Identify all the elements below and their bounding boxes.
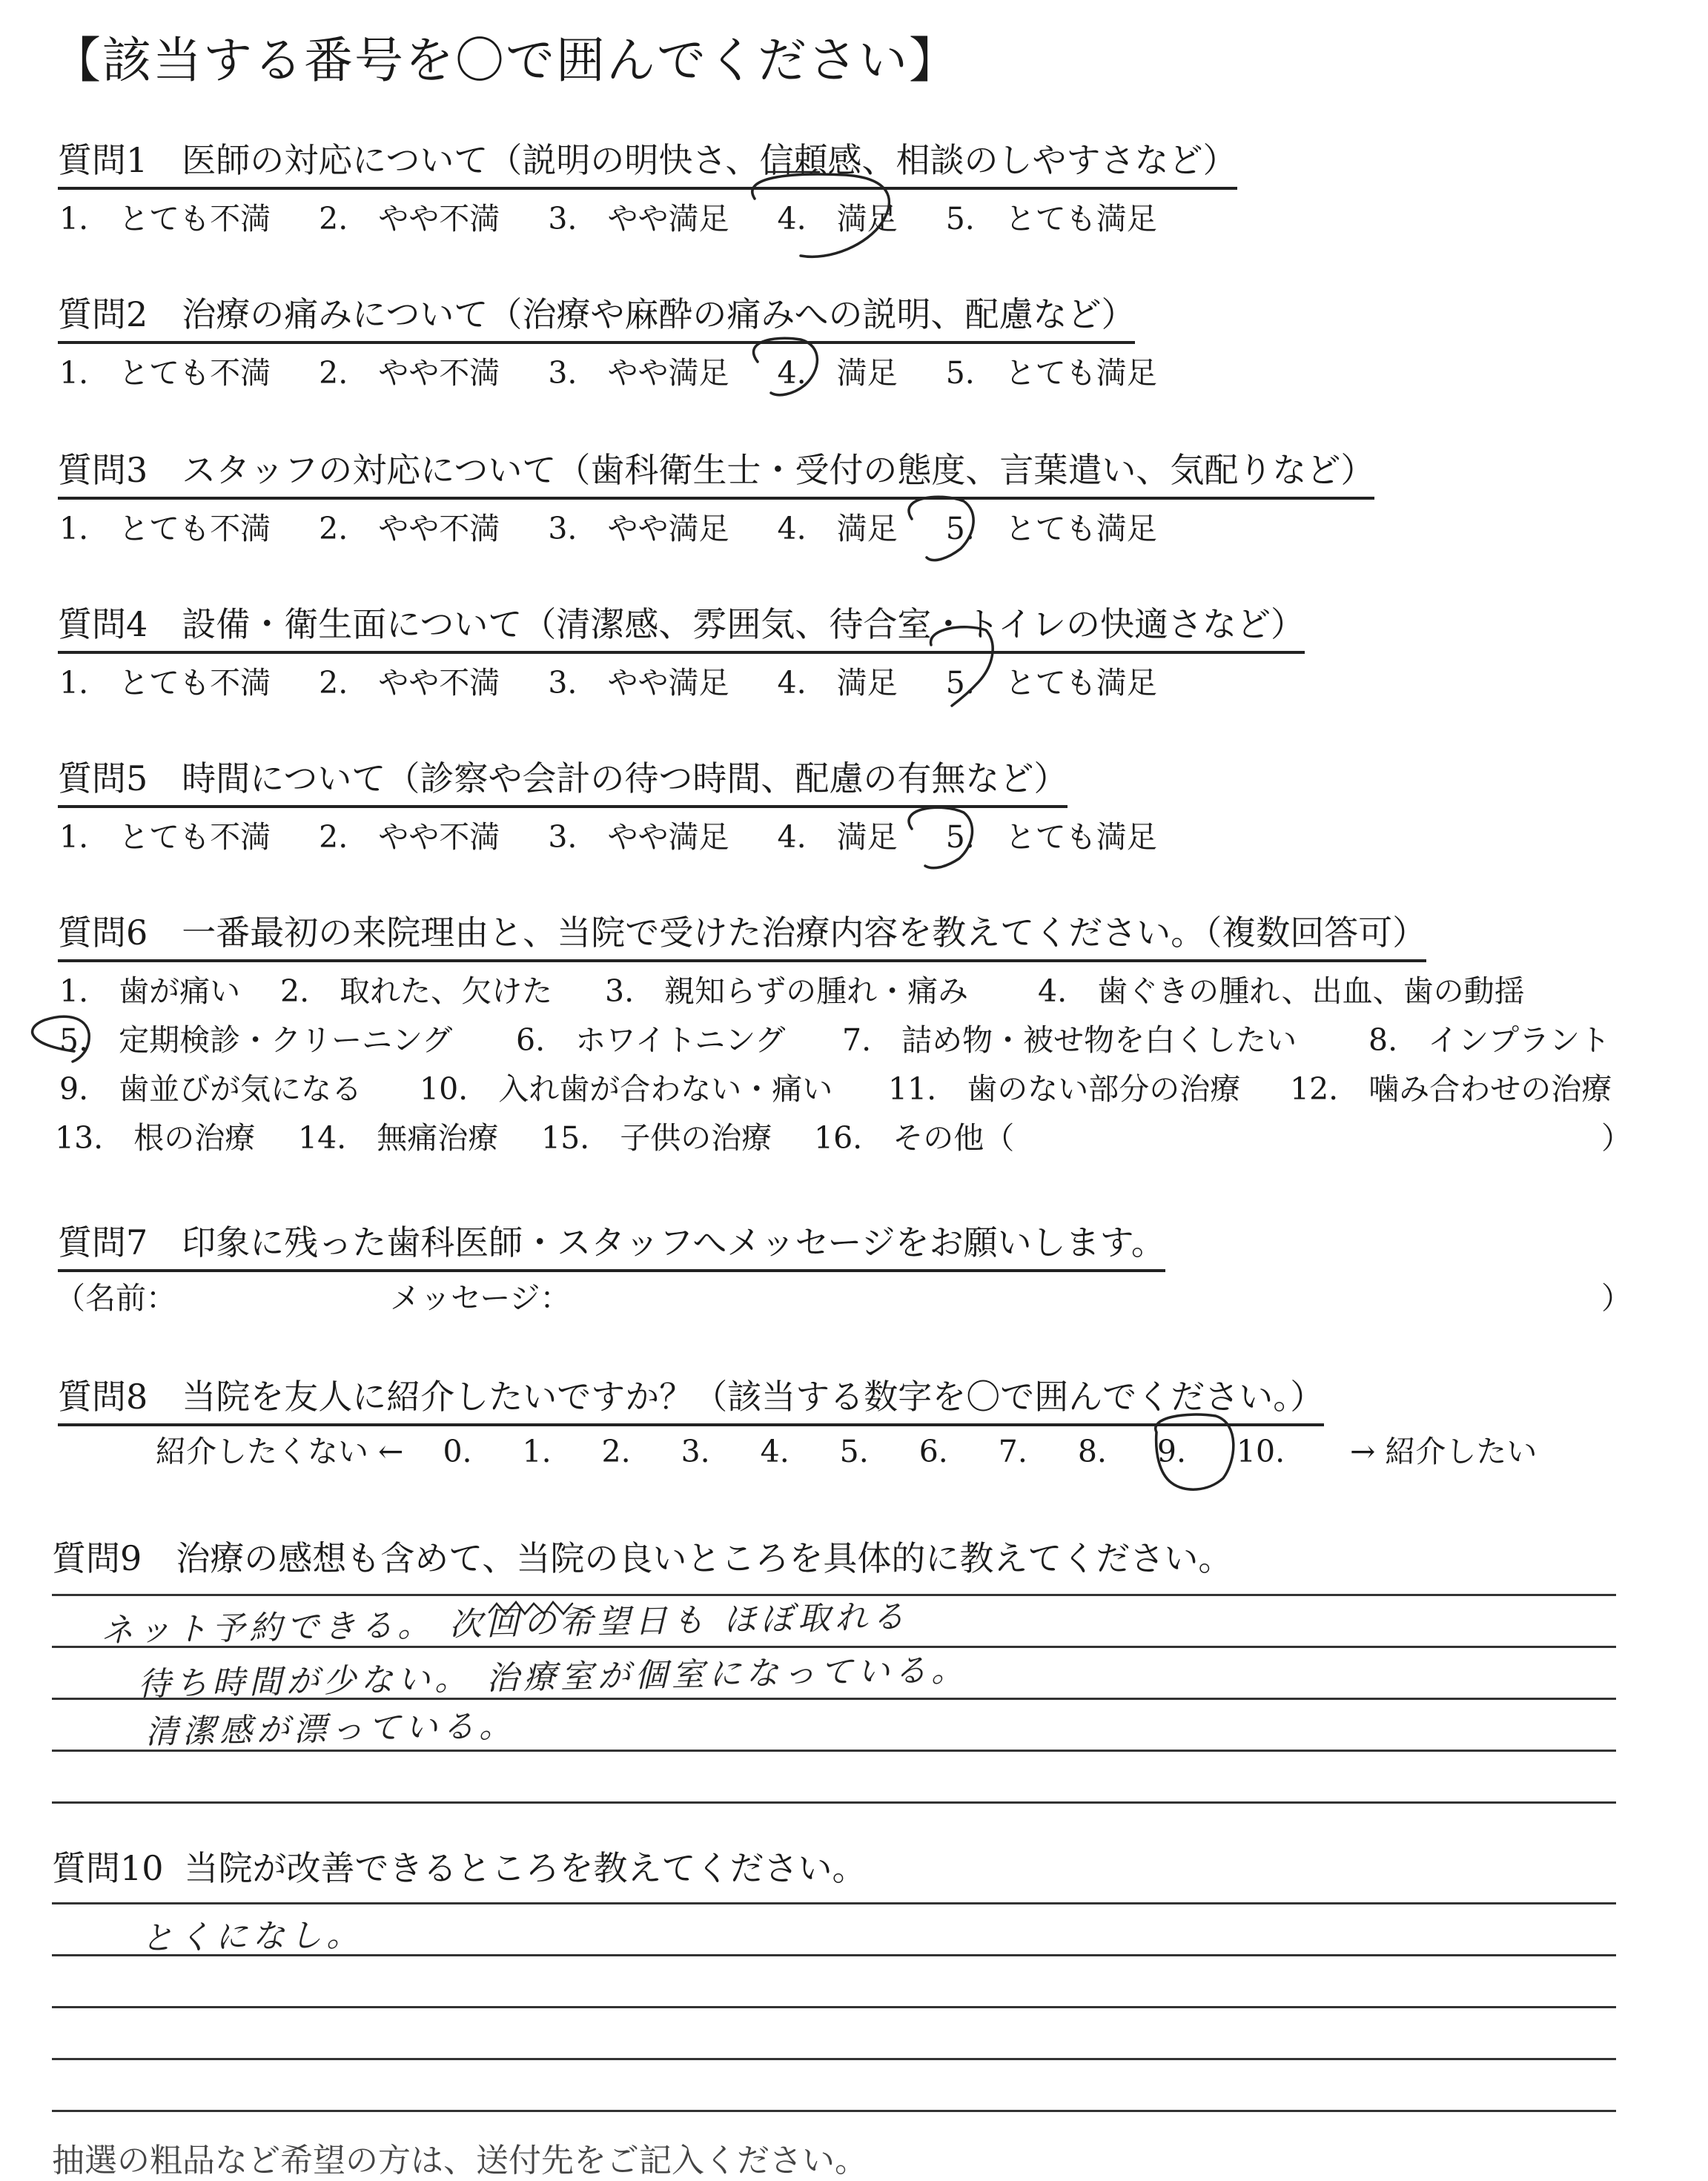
q5-option-4[interactable]: 4. 満足	[777, 819, 898, 855]
question-2-text: 治療の痛みについて（治療や麻酔の痛みへの説明、配慮など）	[182, 294, 1136, 334]
q5-option-3[interactable]: 3. やや満足	[548, 819, 729, 855]
q1-option-1[interactable]: 1. とても不満	[59, 201, 271, 236]
q3-option-2[interactable]: 2. やや不満	[319, 511, 500, 546]
q3-option-1[interactable]: 1. とても不満	[59, 511, 271, 546]
q8-number-1[interactable]: 1.	[522, 1434, 552, 1469]
question-9-label: 質問9	[52, 1538, 142, 1578]
q10-answer-line-4[interactable]	[52, 2058, 1616, 2060]
question-3-options	[59, 504, 1196, 548]
page-title: 【該当する番号を〇で囲んでください】	[52, 32, 959, 89]
q4-option-1[interactable]: 1. とても不満	[59, 665, 271, 701]
question-1-options	[59, 194, 1196, 238]
question-10-heading	[52, 1841, 867, 1890]
question-6-text: 一番最初の来院理由と、当院で受けた治療内容を教えてください。（複数回答可）	[182, 913, 1427, 953]
question-3-label: 質問3	[58, 450, 148, 490]
q4-option-5[interactable]: 5. とても満足	[945, 665, 1157, 701]
q5-option-2[interactable]: 2. やや不満	[319, 819, 500, 855]
q8-number-2[interactable]: 2.	[601, 1434, 631, 1469]
q6-option-5[interactable]: 5. 定期検診・クリーニング	[59, 1022, 453, 1058]
question-3-heading	[58, 443, 1374, 500]
question-8-heading	[58, 1370, 1324, 1426]
q6-option-8[interactable]: 8. インプラント	[1368, 1022, 1611, 1058]
question-4-heading	[58, 598, 1305, 654]
q6-option-7[interactable]: 7. 詰め物・被せ物を白くしたい	[842, 1022, 1297, 1058]
q8-number-10[interactable]: 10.	[1236, 1434, 1285, 1469]
q7-name-label: （名前：	[55, 1280, 176, 1316]
question-7-label: 質問7	[58, 1222, 148, 1262]
q6-option-11[interactable]: 11. 歯のない部分の治療	[888, 1071, 1241, 1107]
q4-option-3[interactable]: 3. やや満足	[548, 665, 729, 701]
q8-number-3[interactable]: 3.	[681, 1434, 710, 1469]
q6-option-6[interactable]: 6. ホワイトニング	[516, 1022, 786, 1058]
q10-answer-line-5[interactable]	[52, 2110, 1616, 2112]
q2-option-2[interactable]: 2. やや不満	[319, 355, 500, 391]
q8-number-6[interactable]: 6.	[918, 1434, 948, 1469]
q6-option-9[interactable]: 9. 歯並びが気になる	[59, 1071, 363, 1107]
q8-right-label: → 紹介したい	[1349, 1434, 1537, 1469]
q8-number-9[interactable]: 9.	[1156, 1434, 1186, 1469]
question-5-options	[59, 813, 1196, 856]
question-4-text: 設備・衛生面について（清潔感、雰囲気、待合室・トイレの快適さなど）	[182, 604, 1305, 644]
q6-option-16[interactable]: 16. その他（	[814, 1120, 1015, 1156]
q6-option-16-close: ）	[1601, 1120, 1632, 1156]
q2-option-1[interactable]: 1. とても不満	[59, 355, 271, 391]
question-2-label: 質問2	[58, 294, 148, 334]
q9-answer-line-5[interactable]	[52, 1801, 1616, 1804]
q6-option-13[interactable]: 13. 根の治療	[55, 1120, 256, 1156]
q8-number-8[interactable]: 8.	[1077, 1434, 1107, 1469]
question-9-heading	[52, 1532, 1232, 1581]
question-2-options	[59, 348, 1196, 392]
footer-note: 抽選の粗品など希望の方は、送付先をご記入ください。	[52, 2142, 867, 2180]
q7-close: ）	[1601, 1280, 1632, 1316]
q8-number-5[interactable]: 5.	[839, 1434, 869, 1469]
q8-left-label: 紹介したくない ←	[156, 1434, 404, 1469]
q6-option-15[interactable]: 15. 子供の治療	[541, 1120, 772, 1156]
q6-option-2[interactable]: 2. 取れた、欠けた	[280, 973, 553, 1009]
q3-option-4[interactable]: 4. 満足	[777, 511, 898, 546]
q7-message-label: メッセージ：	[390, 1280, 571, 1316]
q5-option-5[interactable]: 5. とても満足	[945, 819, 1157, 855]
question-8-label: 質問8	[58, 1377, 148, 1417]
question-2-heading	[58, 288, 1135, 344]
q6-option-1[interactable]: 1. 歯が痛い	[59, 973, 241, 1009]
q9-handwriting-3: 清潔感が漂っている。	[145, 1707, 517, 1752]
q10-answer-line-1[interactable]	[52, 1902, 1616, 1904]
q6-option-4[interactable]: 4. 歯ぐきの腫れ、出血、歯の動揺	[1038, 973, 1525, 1009]
q1-option-3[interactable]: 3. やや満足	[548, 201, 729, 236]
q1-option-2[interactable]: 2. やや不満	[319, 201, 500, 236]
question-6-heading	[58, 906, 1426, 962]
q4-option-4[interactable]: 4. 満足	[777, 665, 898, 701]
q2-option-5[interactable]: 5. とても満足	[945, 355, 1157, 391]
q9-handwriting-1: ネット予約できる。 次回の希望日も ほぼ取れる	[100, 1598, 910, 1650]
question-10-text: 当院が改善できるところを教えてください。	[184, 1848, 867, 1888]
question-9-text: 治療の感想も含めて、当院の良いところを具体的に教えてください。	[176, 1538, 1233, 1578]
question-4-label: 質問4	[58, 604, 148, 644]
q2-option-4[interactable]: 4. 満足	[777, 355, 898, 391]
question-1-text: 医師の対応について（説明の明快さ、信頼感、相談のしやすさなど）	[182, 140, 1237, 180]
q6-option-12[interactable]: 12. 噛み合わせの治療	[1290, 1071, 1612, 1107]
q4-option-2[interactable]: 2. やや不満	[319, 665, 500, 701]
question-4-options	[59, 658, 1196, 702]
q8-number-0[interactable]: 0.	[443, 1434, 472, 1469]
question-5-text: 時間について（診察や会計の待つ時間、配慮の有無など）	[182, 758, 1068, 798]
q8-scale	[156, 1427, 1537, 1471]
question-6-label: 質問6	[58, 913, 148, 953]
q10-answer-line-3[interactable]	[52, 2006, 1616, 2008]
q3-option-5[interactable]: 5. とても満足	[945, 511, 1157, 546]
question-3-text: スタッフの対応について（歯科衛生士・受付の態度、言葉遣い、気配りなど）	[182, 450, 1375, 490]
question-1-label: 質問1	[58, 140, 148, 180]
question-5-heading	[58, 752, 1068, 808]
question-10-label: 質問10	[52, 1848, 164, 1888]
q6-option-14[interactable]: 14. 無痛治療	[298, 1120, 499, 1156]
question-5-label: 質問5	[58, 758, 148, 798]
question-7-text: 印象に残った歯科医師・スタッフへメッセージをお願いします。	[182, 1222, 1165, 1262]
q10-handwriting-1: とくになし。	[140, 1916, 364, 1958]
q3-option-3[interactable]: 3. やや満足	[548, 511, 729, 546]
q9-handwriting-2: 待ち時間が少ない。 治療室が個室になっている。	[137, 1651, 969, 1704]
q2-option-3[interactable]: 3. やや満足	[548, 355, 729, 391]
q8-number-7[interactable]: 7.	[998, 1434, 1027, 1469]
q6-option-3[interactable]: 3. 親知らずの腫れ・痛み	[605, 973, 969, 1009]
q5-option-1[interactable]: 1. とても不満	[59, 819, 271, 855]
question-8-text: 当院を友人に紹介したいですか？（該当する数字を〇で囲んでください。）	[182, 1377, 1325, 1417]
question-1-heading	[58, 133, 1237, 190]
q1-option-5[interactable]: 5. とても満足	[945, 201, 1157, 236]
q6-option-10[interactable]: 10. 入れ歯が合わない・痛い	[420, 1071, 833, 1107]
q8-number-4[interactable]: 4.	[760, 1434, 790, 1469]
q1-option-4[interactable]: 4. 満足	[777, 201, 898, 236]
question-7-heading	[58, 1216, 1165, 1272]
